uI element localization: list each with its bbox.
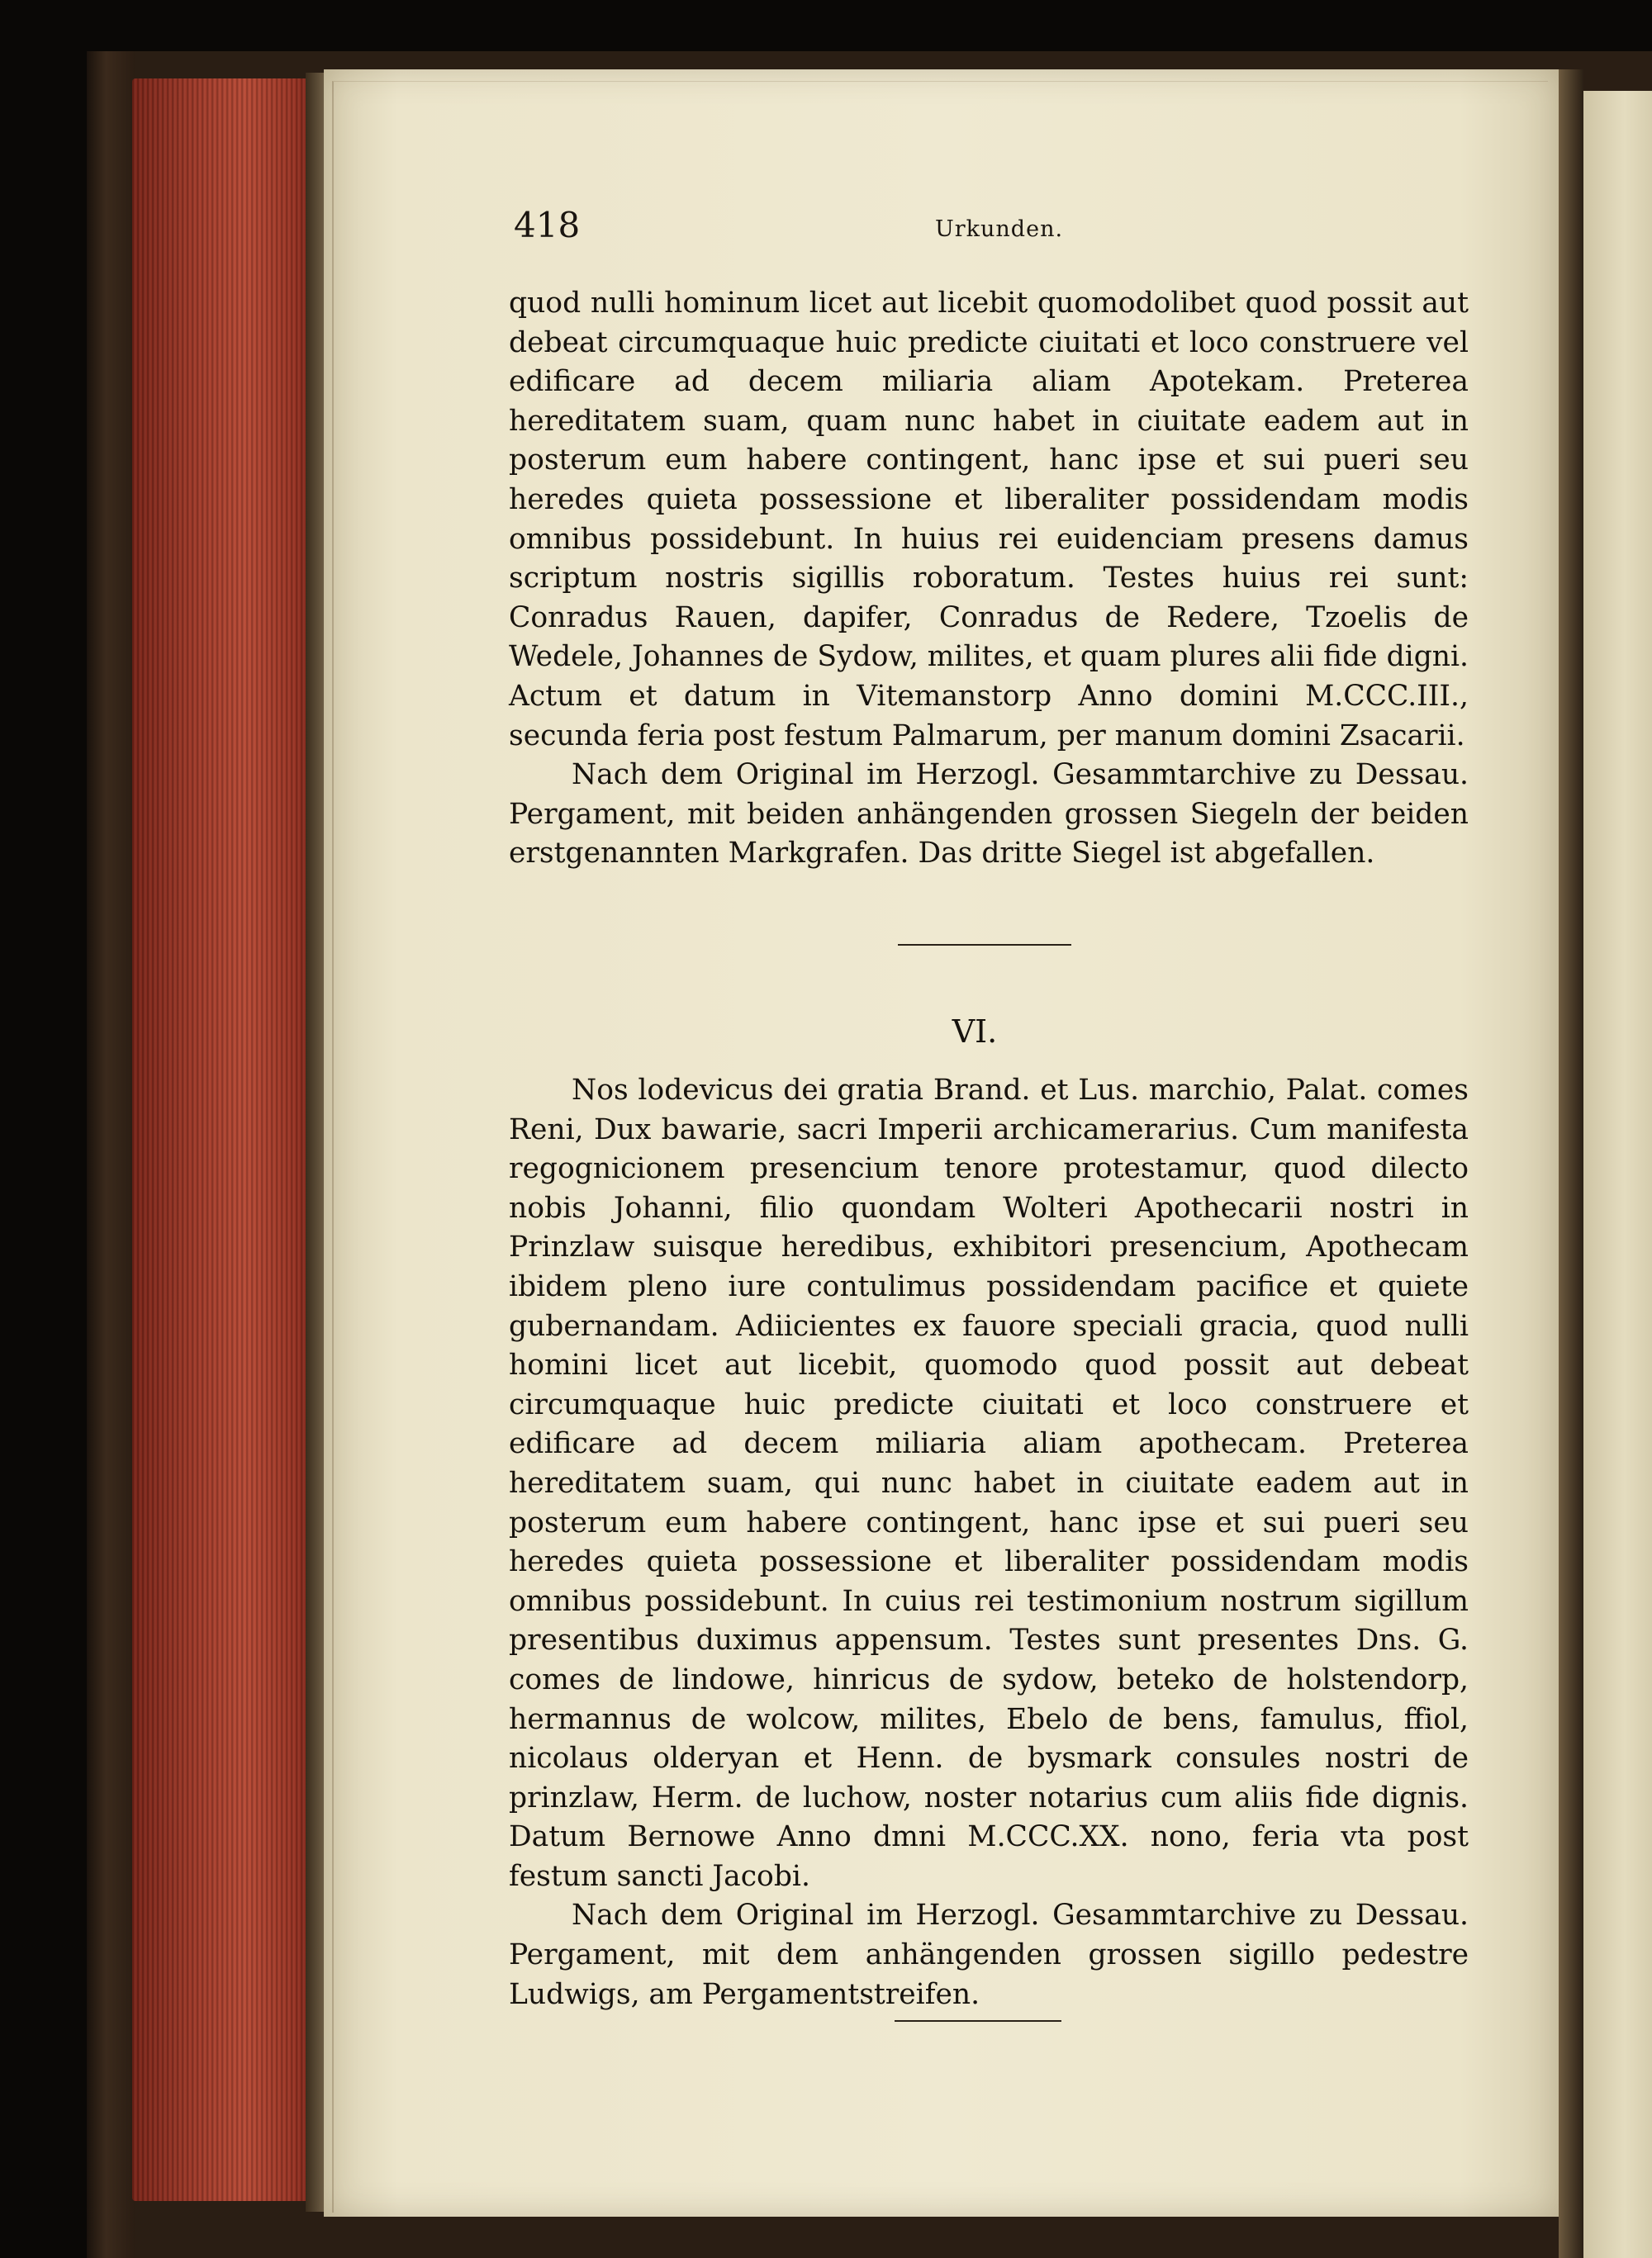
- document-v-source-note: Nach dem Original im Herzogl. Gesammtarchive zu Dessau. Pergament, mit beiden anhängenden grossen Siegeln der beiden erstgenannten Markgrafen. Das dritte Siegel ist abgefallen.: [509, 758, 1469, 870]
- document-vi-body: Nos lodevicus dei gratia Brand. et Lus. marchio, Palat. comes Reni, Dux bawarie, sacri Imperii archicamerarius. Cum manifesta regognicionem presencium tenore protestamur, quod dilecto nobis Johanni, filio quondam Wolteri Apothecarii nostri in Prinzlaw suisque heredibus, exhibitori presencium, Apothecam ibidem pleno iure contulimus possidendam pacifice et quiete gubernandam. Adiicientes ex fauore speciali gracia, quod nulli homini licet aut licebit, quomodo quod possit aut debeat circumquaque huic predicte ciuitati et loco construere et edificare ad decem miliaria aliam apothecam. Preterea hereditatem suam, qui nunc habet in ciuitate eadem aut in posterum eum habere contingent, hanc ipse et sui pueri seu heredes quieta possessione et liberaliter possidendam modis omnibus possidebunt. In cuius rei testimonium nostrum sigillum presentibus duximus appensum. Testes sunt presentes Dns. G. comes de lindowe, hinricus de sydow, beteko de holstendorp, hermannus de wolcow, milites, Ebelo de bens, famulus, ffiol, nicolaus olderyan et Henn. de bysmark consules nostri de prinzlaw, Herm. de luchow, noster notarius cum aliis fide dignis. Datum Bernowe Anno dmni M.CCC.XX. nono, feria vta post festum sancti Jacobi.: [509, 1074, 1469, 1893]
- document-vi-text: [509, 1071, 1469, 2014]
- section-divider: [898, 944, 1071, 946]
- document-v-body: quod nulli hominum licet aut licebit quomodolibet quod possit aut debeat circumquaque huic predicte ciuitati et loco construere vel edificare ad decem miliaria aliam Apotekam. Preterea hereditatem suam, quam nunc habet in ciuitate eadem aut in posterum eum habere contingent, hanc ipse et sui pueri seu heredes quieta possessione et liberaliter possidendam modis omnibus possidebunt. In huius rei euidenciam presens damus scriptum nostris sigillis roboratum. Testes huius rei sunt: Conradus Rauen, dapifer, Conradus de Redere, Tzoelis de Wedele, Johannes de Sydow, milites, et quam plures alii fide digni. Actum et datum in Vitemanstorp Anno domini M.CCC.III., secunda feria post festum Palmarum, per manum domini Zsacarii.: [509, 287, 1469, 752]
- end-divider: [895, 2020, 1061, 2022]
- page-number: 418: [514, 205, 581, 245]
- document-vi-source-note: Nach dem Original im Herzogl. Gesammtarchive zu Dessau. Pergament, mit dem anhängenden grossen sigillo pedestre Ludwigs, am Pergamentstreifen.: [509, 1899, 1469, 2011]
- right-gutter: [1559, 69, 1583, 2258]
- document-v-text: [509, 284, 1469, 874]
- page-header: [514, 205, 1472, 254]
- facing-page-edge: [1583, 91, 1652, 2258]
- section-numeral: VI.: [952, 1013, 998, 1050]
- running-title: Urkunden.: [935, 216, 1064, 242]
- book-cover-edge: [87, 51, 135, 2258]
- page-edges-red: [132, 78, 322, 2201]
